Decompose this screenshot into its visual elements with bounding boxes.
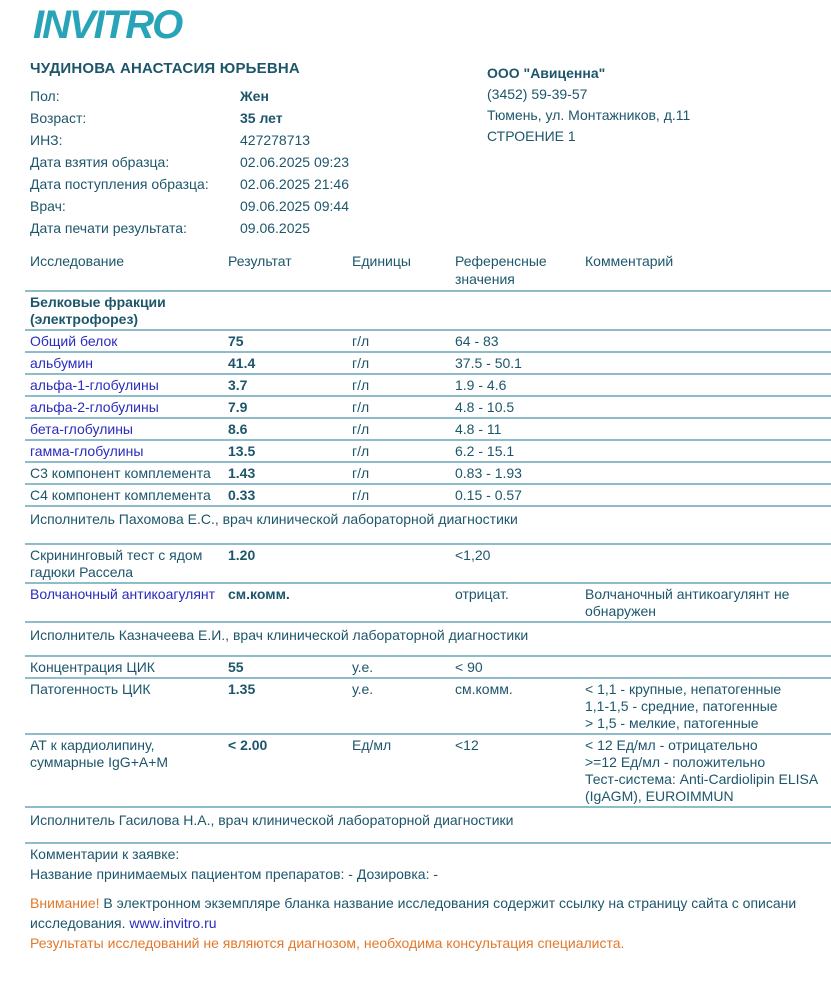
result-value: 1.43	[228, 465, 256, 481]
table-row	[25, 441, 831, 463]
result-value: 3.7	[228, 377, 248, 393]
attention-line	[30, 913, 831, 933]
field-label: Возраст:	[30, 110, 87, 126]
test-name-link[interactable]: Общий белок	[30, 333, 118, 349]
reference-value: отрицат.	[455, 586, 509, 602]
field-label: Дата взятия образца:	[30, 154, 170, 170]
comment-text: Волчаночный антикоагулянт не	[585, 586, 790, 602]
result-value: 13.5	[228, 443, 256, 459]
comment-cell	[585, 377, 831, 394]
comment-cell	[585, 355, 831, 372]
reference-value: 0.15 - 0.57	[455, 487, 522, 503]
result-value: 41.4	[228, 355, 256, 371]
footer-block	[25, 844, 831, 953]
test-name-link[interactable]: альфа-2-глобулины	[30, 399, 159, 415]
units-value: г/л	[352, 355, 370, 371]
comment-text: >=12 Ед/мл - положительно	[585, 754, 766, 770]
comment-cell	[585, 399, 831, 416]
attention-prefix: Внимание!	[30, 895, 100, 911]
units-value: г/л	[352, 465, 370, 481]
attention-line	[30, 893, 831, 913]
test-name: Патогенность ЦИК	[30, 681, 151, 697]
field-label: Пол:	[30, 88, 60, 104]
field-label: Дата печати результата:	[30, 220, 187, 236]
field-value: 02.06.2025 09:23	[240, 154, 349, 170]
units-value: г/л	[352, 443, 370, 459]
field-value: 09.06.2025 09:44	[240, 198, 349, 214]
comment-cell	[585, 681, 831, 732]
patient-fields	[30, 85, 349, 239]
reference-value: 64 - 83	[455, 333, 499, 349]
disclaimer-line: Результаты исследований не являются диагнозом, необходима консультация специалиста.	[30, 935, 625, 951]
table-row	[25, 375, 831, 397]
executor-line: Исполнитель Гасилова Н.А., врач клинической лабораторной диагностики	[30, 812, 514, 828]
table-row	[25, 545, 831, 584]
reference-value: 4.8 - 10.5	[455, 399, 515, 415]
units-value: г/л	[352, 421, 370, 437]
column-header-result: Результат	[228, 253, 292, 269]
request-comments-title: Комментарии к заявке:	[30, 846, 180, 862]
clinic-name: ООО "Авиценна"	[487, 65, 606, 81]
table-row	[25, 353, 831, 375]
table-row	[25, 397, 831, 419]
units-value: у.е.	[352, 659, 374, 675]
clinic-info-block	[487, 63, 690, 147]
table-row	[25, 463, 831, 485]
reference-value: 0.83 - 1.93	[455, 465, 522, 481]
units-value: г/л	[352, 487, 370, 503]
units-value: г/л	[352, 377, 370, 393]
comment-cell	[585, 547, 831, 581]
comment-text: 1,1-1,5 - средние, патогенные	[585, 698, 778, 714]
comment-cell	[585, 465, 831, 482]
column-header-comment: Комментарий	[585, 253, 674, 269]
attention-note	[30, 893, 831, 933]
immunology-group	[25, 655, 831, 808]
table-row	[25, 584, 831, 623]
patient-name: ЧУДИНОВА АНАСТАСИЯ ЮРЬЕВНА	[30, 60, 300, 77]
table-row	[25, 657, 831, 679]
units-value: г/л	[352, 333, 370, 349]
comment-cell	[585, 333, 831, 350]
comment-text: < 12 Ед/мл - отрицательно	[585, 737, 758, 753]
units-value: г/л	[352, 399, 370, 415]
result-value: < 2.00	[228, 737, 268, 753]
comment-cell	[585, 421, 831, 438]
field-value: Жен	[240, 88, 269, 104]
field-value: 02.06.2025 21:46	[240, 176, 349, 192]
result-value: 0.33	[228, 487, 256, 503]
column-header-units: Единицы	[352, 253, 411, 269]
column-header-test: Исследование	[30, 253, 125, 269]
field-label: ИНЗ:	[30, 132, 63, 148]
table-row	[25, 485, 831, 507]
units-value: Ед/мл	[352, 737, 392, 753]
protein-fractions-group	[25, 290, 831, 507]
section-header-row	[25, 292, 831, 331]
reference-value: 1.9 - 4.6	[455, 377, 507, 393]
clinic-building: СТРОЕНИЕ 1	[487, 128, 576, 144]
units-value: у.е.	[352, 681, 374, 697]
reference-value: <12	[455, 737, 479, 753]
attention-text: исследования.	[30, 915, 126, 931]
units-value	[352, 586, 455, 620]
comment-cell	[585, 659, 831, 676]
comment-cell	[585, 586, 831, 620]
field-value: 427278713	[240, 132, 311, 148]
column-header-reference: Референсные значения	[455, 253, 547, 287]
reference-value: < 90	[455, 659, 483, 675]
table-row	[25, 419, 831, 441]
table-header-row	[25, 250, 831, 290]
test-name-link[interactable]: бета-глобулины	[30, 421, 133, 437]
result-value: 8.6	[228, 421, 248, 437]
reference-value: 37.5 - 50.1	[455, 355, 522, 371]
test-name: Скрининговый тест с ядом гадюки Рассела	[30, 547, 203, 580]
comment-cell	[585, 737, 831, 805]
attention-text: В электронном экземпляре бланка название исследования содержит ссылку на страницу сайта с описани	[103, 895, 797, 911]
test-name: С3 компонент комплемента	[30, 465, 211, 481]
table-row	[25, 331, 831, 353]
field-label: Врач:	[30, 198, 66, 214]
field-label: Дата поступления образца:	[30, 176, 209, 192]
executor-line: Исполнитель Казначеева Е.И., врач клинической лабораторной диагностики	[30, 627, 529, 643]
reference-value: 4.8 - 11	[455, 421, 502, 437]
result-value: 75	[228, 333, 244, 349]
test-name-link[interactable]: альбумин	[30, 355, 93, 371]
patient-info-block	[30, 60, 349, 239]
test-name-link[interactable]: гамма-глобулины	[30, 443, 144, 459]
test-name: Концентрация ЦИК	[30, 659, 155, 675]
clinic-address: Тюмень, ул. Монтажников, д.11	[487, 107, 691, 123]
clinic-phone: (3452) 59-39-57	[487, 86, 588, 102]
reference-value: <1,20	[455, 547, 491, 563]
result-value: см.комм.	[228, 586, 290, 602]
comment-text: обнаружен	[585, 603, 656, 619]
medications-line: Название принимаемых пациентом препаратов: - Дозировка: -	[30, 866, 439, 882]
reference-value: 6.2 - 15.1	[455, 443, 515, 459]
test-name-link[interactable]: Волчаночный антикоагулянт	[30, 586, 216, 602]
executor-line: Исполнитель Пахомова Е.С., врач клинической лабораторной диагностики	[30, 511, 518, 527]
comment-text: < 1,1 - крупные, непатогенные	[585, 681, 782, 697]
table-row	[25, 679, 831, 735]
test-name: С4 компонент комплемента	[30, 487, 211, 503]
result-value: 1.20	[228, 547, 256, 563]
result-value: 55	[228, 659, 244, 675]
invitro-logo: INVITRO	[33, 3, 182, 47]
units-value	[352, 547, 455, 581]
field-value: 09.06.2025	[240, 220, 311, 236]
comment-cell	[585, 443, 831, 460]
comment-text: > 1,5 - мелкие, патогенные	[585, 715, 759, 731]
comment-cell	[585, 487, 831, 504]
test-name: АТ к кардиолипину, суммарные IgG+A+M	[30, 737, 169, 770]
invitro-site-link[interactable]: www.invitro.ru	[129, 915, 217, 931]
test-name-link[interactable]: альфа-1-глобулины	[30, 377, 159, 393]
table-row	[25, 735, 831, 808]
result-value: 1.35	[228, 681, 256, 697]
comment-text: Тест-система: Anti-Cardiolipin ELISA	[585, 771, 819, 787]
results-table	[25, 250, 831, 953]
section-title: Белковые фракции (электрофорез)	[30, 294, 166, 327]
coagulation-group	[25, 543, 831, 623]
comment-text: (IgAGM), EUROIMMUN	[585, 788, 734, 804]
field-value: 35 лет	[240, 110, 283, 126]
reference-value: см.комм.	[455, 681, 513, 697]
result-value: 7.9	[228, 399, 248, 415]
